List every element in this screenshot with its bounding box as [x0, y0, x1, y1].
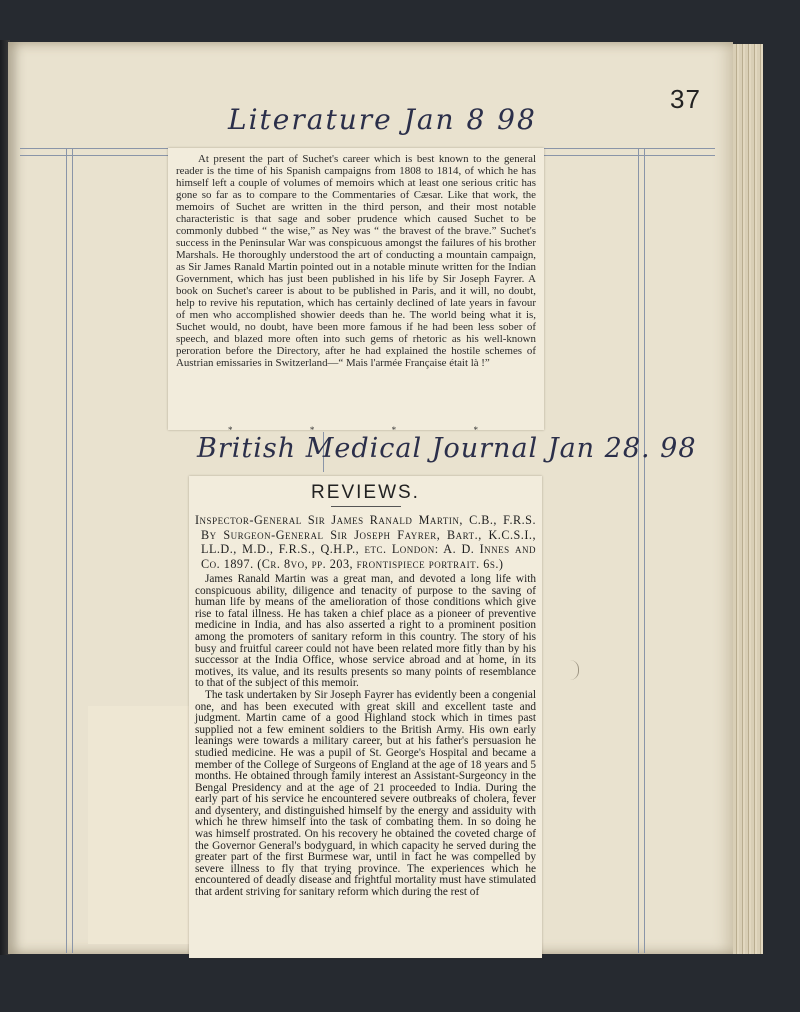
newspaper-clipping-suchet: [168, 148, 544, 435]
newspaper-clipping-review: [189, 476, 542, 958]
review-paragraph-1: James Ranald Martin was a great man, and devoted a long life with conspicuous ability, diligence and tenacity of purpose to the saving of human life by means of the amelioration of those conditions which give rise to fatal illness. He has taken a chief place as a pioneer of preventive medicine in India, and has also asserted a right to a prominent position among the promoters of sanitary reform in this country. The story of his busy and fruitful career could not have been related more fitly than by his successor at the India Office, whose service abroad and at home, in its motives, its value, and its results presents so many points of resemblance to that of the subject of this memoir.: [195, 573, 536, 690]
page-stack-edge: [733, 44, 763, 954]
handwritten-source-literature: Literature Jan 8 98: [228, 103, 537, 136]
ledger-rule-left: [66, 148, 67, 953]
ledger-rule-right: [638, 148, 639, 953]
dinkus-star: *: [309, 425, 315, 435]
clipping-paragraph: At present the part of Suchet's career which is best known to the general reader is the time of his Spanish campaigns from 1808 to 1814, of which he has himself left a couple of volumes of memoirs which at least one serious critic has gone so far as to compare to the Commentaries of Cæsar. Like that work, the memoirs of Suchet are written in the third person, and their most notable characteristic is that sage and sober prudence which caused Suchet to be commonly dubbed “ the wise,” as Ney was “ the bravest of the brave.” Suchet's success in the Peninsular War was conspicuous amongst the failures of his brother Marshals. He thoroughly understood the art of conducting a mountain campaign, as Sir James Ranald Martin pointed out in a notable minute written for the Indian Government, which has just been published in his life by Sir Joseph Fayrer. A book on Suchet's career is about to be published in Paris, and it will, no doubt, help to revive his reputation, which has certainly declined of late years in favour of men who accomplished showier deeds than he. The world being what it is, Suchet would, no doubt, have been more famous if he had been less sober of speech, and blazed more often into such gems of rhetoric as his well-known peroration before the Directory, after he had explained the hostile schemes of Austrian emissaries in Switzerland—“ Mais l'armée Française était là !”: [176, 153, 536, 369]
ledger-rule-left-2: [72, 148, 73, 953]
dinkus-star: *: [228, 425, 233, 435]
reviews-heading: REVIEWS.: [311, 482, 420, 503]
dinkus-star: *: [391, 425, 397, 435]
page-number: 37: [670, 84, 701, 114]
review-paragraph-2: The task undertaken by Sir Joseph Fayrer has evidently been a congenial one, and has been executed with great skill and excellent taste and judgment. Martin came of a good Highland stock which in times past supplied not a few eminent soldiers to the British Army. His own early leanings were towards a military career, but at his father's persuasion he studied medicine. He was a pupil of St. George's Hospital and became a member of the College of Surgeons of England at the age of 18 years and 5 months. He obtained through family interest an Assistant-Surgeoncy in the Bengal Presidency and at the age of 21 proceeded to India. During the early part of his service he encountered severe outbreaks of cholera, fever and dysentery, and distinguished himself by the energy and assiduity with which he threw himself into the task of combating them. In so doing he was himself prostrated. On his recovery he obtained the coveted charge of the Governor General's bodyguard, in which capacity he served during the greater part of the first Burmese war, until in fact he was compelled by severe illness to fly that trying province. The experiences which he encountered of deadly disease and frightful mortality must have stimulated that ardent striving for sanitary reform which during the rest of: [195, 688, 536, 899]
book-citation: Inspector-General Sir James Ranald Martin, C.B., F.R.S. By Surgeon-General Sir Joseph Fayrer, Bart., K.C.S.I., LL.D., M.D., F.R.S., Q.H.P., etc. London: A. D. Innes and Co. 1897. (Cr. 8vo, pp. 203, frontispiece portrait. 6s.): [195, 513, 536, 571]
ledger-rule-right-2: [644, 148, 645, 953]
heading-rule: [331, 506, 401, 507]
handwritten-source-bmj: British Medical Journal Jan 28. 98: [197, 433, 697, 464]
dinkus-star: *: [473, 425, 478, 435]
